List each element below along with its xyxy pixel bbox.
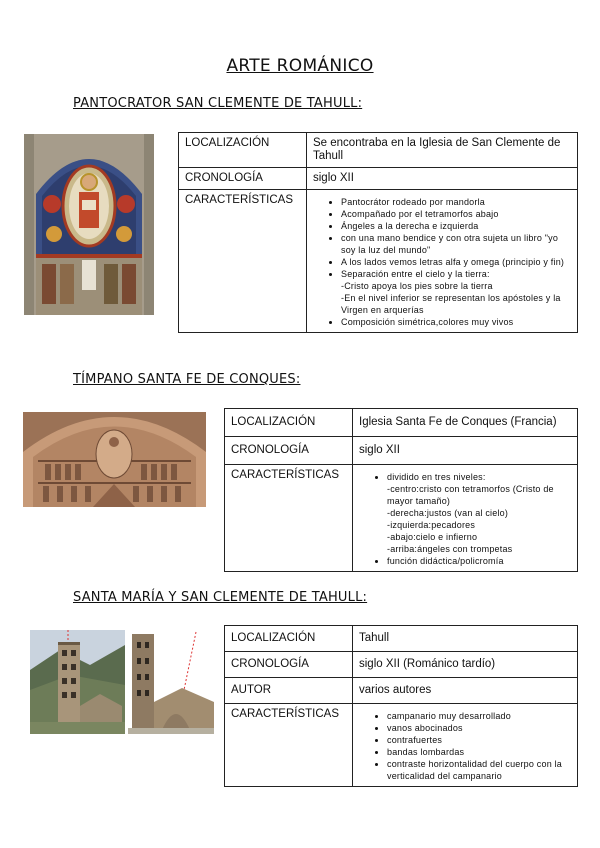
row-label: AUTOR <box>225 678 353 704</box>
section-heading-pantocrator: PANTOCRATOR SAN CLEMENTE DE TAHULL: <box>73 96 363 111</box>
row-label: CARACTERÍSTICAS <box>225 704 353 787</box>
row-value <box>307 190 578 333</box>
conques-table <box>224 408 578 572</box>
table-row <box>225 626 578 652</box>
sub-item: -izquierda:pecadores <box>387 520 476 530</box>
table-row <box>179 190 578 333</box>
row-value <box>353 465 578 572</box>
list-item: • Separación entre el cielo y la tierra: -Cristo apoya los pies sobre la tierra -En el nivel inferior se representan los apóstoles y la Virgen en arquerías <box>341 268 571 316</box>
table-row <box>179 133 578 168</box>
sub-item: -abajo:cielo e infierno <box>387 532 478 542</box>
table-row <box>225 678 578 704</box>
row-label: LOCALIZACIÓN <box>225 409 353 437</box>
tahull-table <box>224 625 578 787</box>
table-row <box>225 465 578 572</box>
row-label: CRONOLOGÍA <box>225 652 353 678</box>
row-value: varios autores <box>353 678 578 704</box>
santa-maria-image <box>30 630 125 734</box>
list-item: • campanario muy desarrollado <box>387 710 571 722</box>
sub-item: -En el nivel inferior se representan los apóstoles y la Virgen en arquerías <box>341 293 561 315</box>
row-label: CRONOLOGÍA <box>179 168 307 190</box>
list-item: • con una mano bendice y con otra sujeta un libro "yo soy la luz del mundo" <box>341 232 571 256</box>
table-row <box>225 704 578 787</box>
row-label: CRONOLOGÍA <box>225 437 353 465</box>
section-heading-tahull: SANTA MARÍA Y SAN CLEMENTE DE TAHULL: <box>73 590 368 605</box>
table-row <box>225 437 578 465</box>
list-item: • bandas lombardas <box>387 746 571 758</box>
row-label: LOCALIZACIÓN <box>225 626 353 652</box>
characteristics-list <box>313 196 571 328</box>
san-clemente-image <box>128 630 214 734</box>
pantocrator-table <box>178 132 578 333</box>
list-item: • Acompañado por el tetramorfos abajo <box>341 208 571 220</box>
page-title: ARTE ROMÁNICO <box>226 56 374 76</box>
sub-item: -derecha:justos (van al cielo) <box>387 508 509 518</box>
row-label: CARACTERÍSTICAS <box>179 190 307 333</box>
sub-item: -arriba:ángeles con trompetas <box>387 544 513 554</box>
list-item: • contraste horizontalidad del cuerpo con la verticalidad del campanario <box>387 758 571 782</box>
list-item: • función didáctica/policromía <box>387 555 571 567</box>
sub-item: -Cristo apoya los pies sobre la tierra <box>341 281 493 291</box>
list-item: • contrafuertes <box>387 734 571 746</box>
row-value <box>353 704 578 787</box>
section-heading-conques: TÍMPANO SANTA FE DE CONQUES: <box>73 372 301 387</box>
list-item: • vanos abocinados <box>387 722 571 734</box>
table-row <box>225 652 578 678</box>
row-value: Se encontraba en la Iglesia de San Clemente de Tahull <box>307 133 578 168</box>
characteristics-list <box>359 471 571 567</box>
row-value: siglo XII <box>353 437 578 465</box>
row-value: siglo XII (Románico tardío) <box>353 652 578 678</box>
list-item: • dividido en tres niveles: -centro:cristo con tetramorfos (Cristo de mayor tamaño) -derecha:justos (van al cielo) -izquierda:pecadores -abajo:cielo e infierno -arriba:ángeles con trompetas <box>387 471 571 555</box>
row-value: Iglesia Santa Fe de Conques (Francia) <box>353 409 578 437</box>
row-label: LOCALIZACIÓN <box>179 133 307 168</box>
list-item: • Pantocrátor rodeado por mandorla <box>341 196 571 208</box>
list-item: • A los lados vemos letras alfa y omega (principio y fin) <box>341 256 571 268</box>
row-value: siglo XII <box>307 168 578 190</box>
list-item: • Ángeles a la derecha e izquierda <box>341 220 571 232</box>
tympanum-image <box>23 412 206 507</box>
list-item: • Composición simétrica,colores muy vivos <box>341 316 571 328</box>
characteristics-list <box>359 710 571 782</box>
table-row <box>179 168 578 190</box>
row-value: Tahull <box>353 626 578 652</box>
sub-item: -centro:cristo con tetramorfos (Cristo de mayor tamaño) <box>387 484 554 506</box>
pantocrator-image <box>24 134 154 315</box>
table-row <box>225 409 578 437</box>
row-label: CARACTERÍSTICAS <box>225 465 353 572</box>
